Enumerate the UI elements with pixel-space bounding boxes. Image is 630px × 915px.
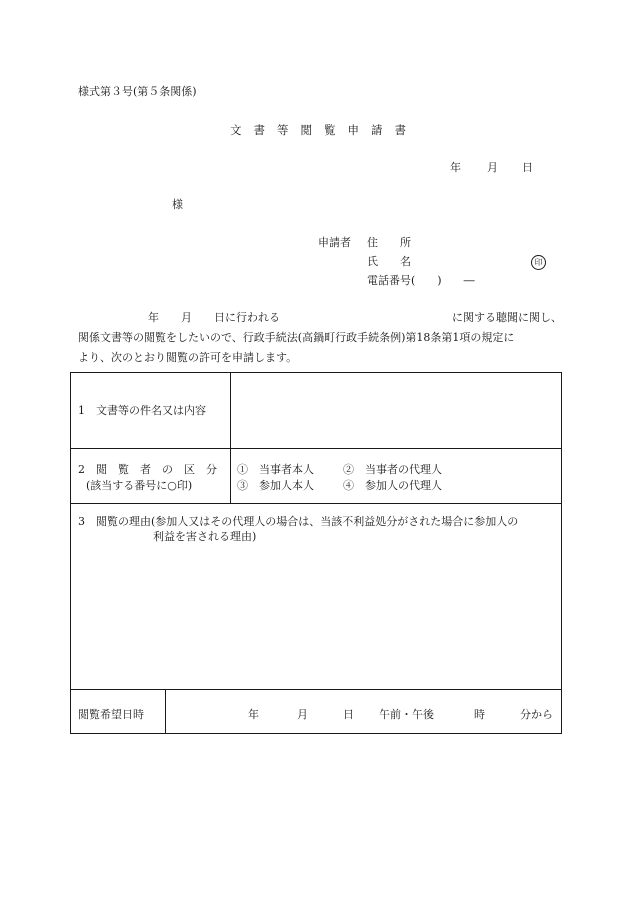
viewer-option-participant-agent[interactable]: ④ 参加人の代理人: [343, 479, 442, 492]
form-number: 様式第３号(第５条関係): [78, 85, 197, 98]
reason-label: 3 閲覧の理由(参加人又はその代理人の場合は、当該不利益処分がされた場合に参加人の: [78, 515, 519, 528]
body-line-1-start: 年 月 日に行われる: [148, 311, 280, 324]
datetime-hour: 時: [474, 708, 485, 721]
viewer-category-instruction: (該当する番号に○印): [86, 479, 193, 492]
address-label: 住 所: [367, 236, 411, 249]
preferred-datetime-label: 閲覧希望日時: [78, 708, 144, 721]
datetime-day: 日: [343, 708, 354, 721]
reason-label-continued: 利益を害される理由): [153, 530, 257, 543]
datetime-minute-from: 分から: [520, 708, 553, 721]
date-month-label: 月: [487, 161, 498, 174]
document-subject-field[interactable]: [240, 380, 556, 442]
datetime-ampm[interactable]: 午前・午後: [379, 708, 434, 721]
date-year-label: 年: [450, 161, 461, 174]
column-divider: [230, 372, 231, 503]
applicant-label: 申請者: [318, 236, 351, 249]
row-divider: [70, 503, 562, 504]
seal-mark: 印: [531, 255, 546, 270]
datetime-month: 月: [297, 708, 308, 721]
reason-field[interactable]: [78, 550, 554, 682]
datetime-year: 年: [248, 708, 259, 721]
row-divider: [70, 448, 562, 449]
viewer-option-party-self[interactable]: ① 当事者本人: [237, 463, 314, 476]
body-line-2: 関係文書等の閲覧をしたいので、行政手続法(高鍋町行政手続条例)第18条第1項の規定に: [78, 331, 515, 344]
viewer-option-participant-self[interactable]: ③ 参加人本人: [237, 479, 314, 492]
row-divider: [70, 689, 562, 690]
page-title: 文書等閲覧申請書: [230, 123, 418, 137]
document-subject-label: 1 文書等の件名又は内容: [78, 404, 206, 417]
viewer-option-party-agent[interactable]: ② 当事者の代理人: [343, 463, 442, 476]
date-day-label: 日: [522, 161, 533, 174]
name-label: 氏 名: [367, 255, 411, 268]
phone-label: 電話番号( ) ―: [367, 274, 475, 287]
column-divider: [165, 689, 166, 734]
body-line-1-end: に関する聴聞に関し、: [452, 311, 562, 324]
addressee-suffix: 様: [172, 198, 183, 211]
viewer-category-label: 2 閲 覧 者 の 区 分: [78, 463, 217, 476]
body-line-3: より、次のとおり閲覧の許可を申請します。: [78, 351, 298, 364]
